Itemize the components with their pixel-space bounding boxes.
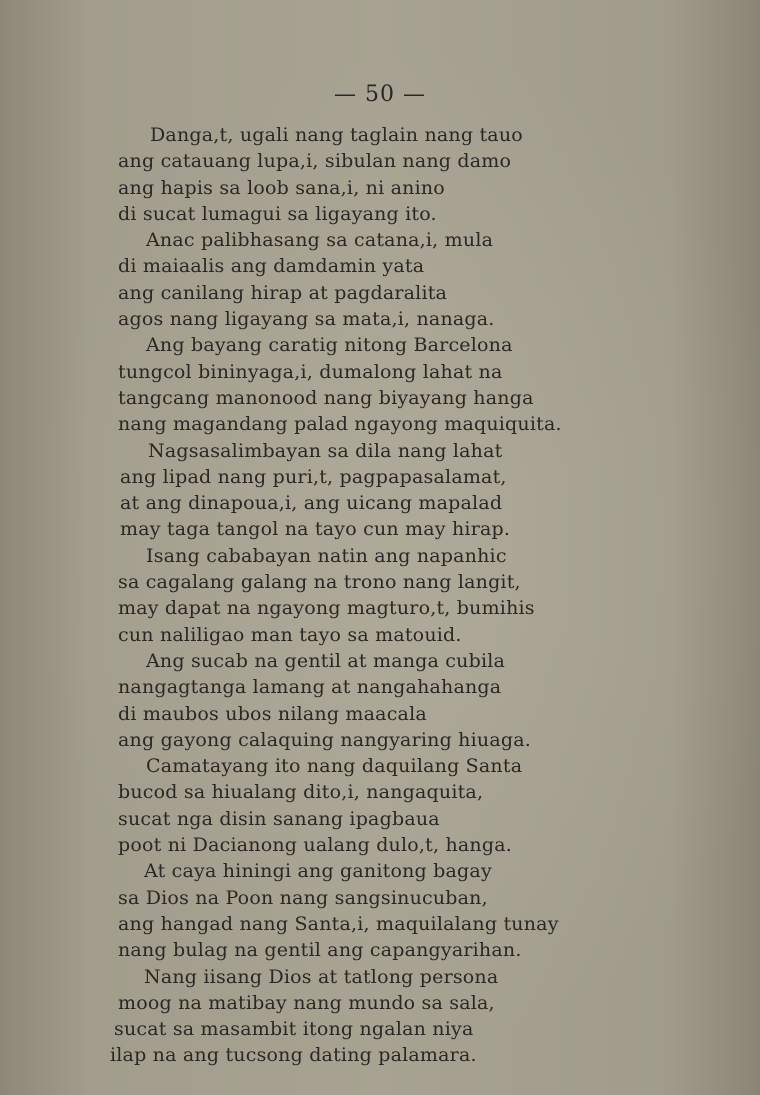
- poem-line: poot ni Dacianong ualang dulo,t, hanga.: [118, 834, 512, 857]
- poem-line: Ang bayang caratig nitong Barcelona: [146, 334, 513, 357]
- poem-line: Nagsasalimbayan sa dila nang lahat: [148, 439, 503, 462]
- poem-line: moog na matibay nang mundo sa sala,: [118, 991, 495, 1014]
- poem-line: bucod sa hiualang dito,i, nangaquita,: [118, 781, 484, 804]
- poem-line: Danga,t, ugali nang taglain nang tauo: [150, 124, 523, 146]
- poem-body: [110, 122, 650, 1069]
- poem-line: ang lipad nang puri,t, pagpapasalamat,: [120, 465, 507, 488]
- poem-line: ang canilang hirap at pagdaralita: [118, 281, 448, 304]
- page-number: — 50 —: [334, 82, 426, 107]
- poem-line: Camatayang ito nang daquilang Santa: [146, 755, 523, 778]
- poem-line: di maubos ubos nilang maacala: [118, 702, 427, 725]
- poem-line: cun naliligao man tayo sa matouid.: [118, 623, 462, 646]
- poem-line: di sucat lumagui sa ligayang ito.: [118, 202, 437, 225]
- poem-line: ang hangad nang Santa,i, maquilalang tunay: [118, 912, 559, 935]
- poem-line: agos nang ligayang sa mata,i, nanaga.: [118, 308, 495, 331]
- poem-line: may dapat na ngayong magturo,t, bumihis: [118, 597, 535, 620]
- stanza: [110, 438, 650, 543]
- poem-line: ilap na ang tucsong dating palamara.: [110, 1044, 477, 1067]
- poem-line: nang bulag na gentil ang capangyarihan.: [118, 939, 522, 962]
- stanza: [110, 753, 650, 858]
- stanza: [110, 227, 650, 332]
- poem-line: Anac palibhasang sa catana,i, mula: [146, 229, 494, 252]
- stanza: [110, 648, 650, 753]
- poem-line: may taga tangol na tayo cun may hirap.: [120, 518, 511, 541]
- poem-line: sa Dios na Poon nang sangsinucuban,: [118, 886, 488, 909]
- poem-line: Ang sucab na gentil at manga cubila: [146, 649, 506, 672]
- poem-line: at ang dinapoua,i, ang uicang mapalad: [120, 492, 503, 515]
- poem-line: Nang iisang Dios at tatlong persona: [144, 965, 499, 988]
- poem-line: ang hapis sa loob sana,i, ni anino: [118, 176, 445, 199]
- poem-line: nang magandang palad ngayong maquiquita.: [118, 413, 562, 436]
- poem-line: At caya hiningi ang ganitong bagay: [144, 860, 492, 883]
- stanza: [110, 122, 650, 227]
- stanza: [110, 964, 650, 1069]
- poem-line: nangagtanga lamang at nangahahanga: [118, 676, 502, 699]
- poem-line: sucat sa masambit itong ngalan niya: [114, 1018, 474, 1041]
- stanza: [110, 543, 650, 648]
- poem-line: tungcol bininyaga,i, dumalong lahat na: [118, 360, 503, 383]
- poem-line: ang catauang lupa,i, sibulan nang damo: [118, 150, 512, 173]
- poem-line: tangcang manonood nang biyayang hanga: [118, 386, 534, 409]
- poem-line: Isang cababayan natin ang napanhic: [146, 544, 507, 567]
- poem-line: ang gayong calaquing nangyaring hiuaga.: [118, 728, 531, 751]
- poem-line: di maiaalis ang damdamin yata: [118, 255, 425, 278]
- poem-line: sa cagalang galang na trono nang langit,: [118, 571, 521, 594]
- stanza: [110, 332, 650, 437]
- stanza: [110, 858, 650, 963]
- poem-line: sucat nga disin sanang ipagbaua: [118, 807, 440, 830]
